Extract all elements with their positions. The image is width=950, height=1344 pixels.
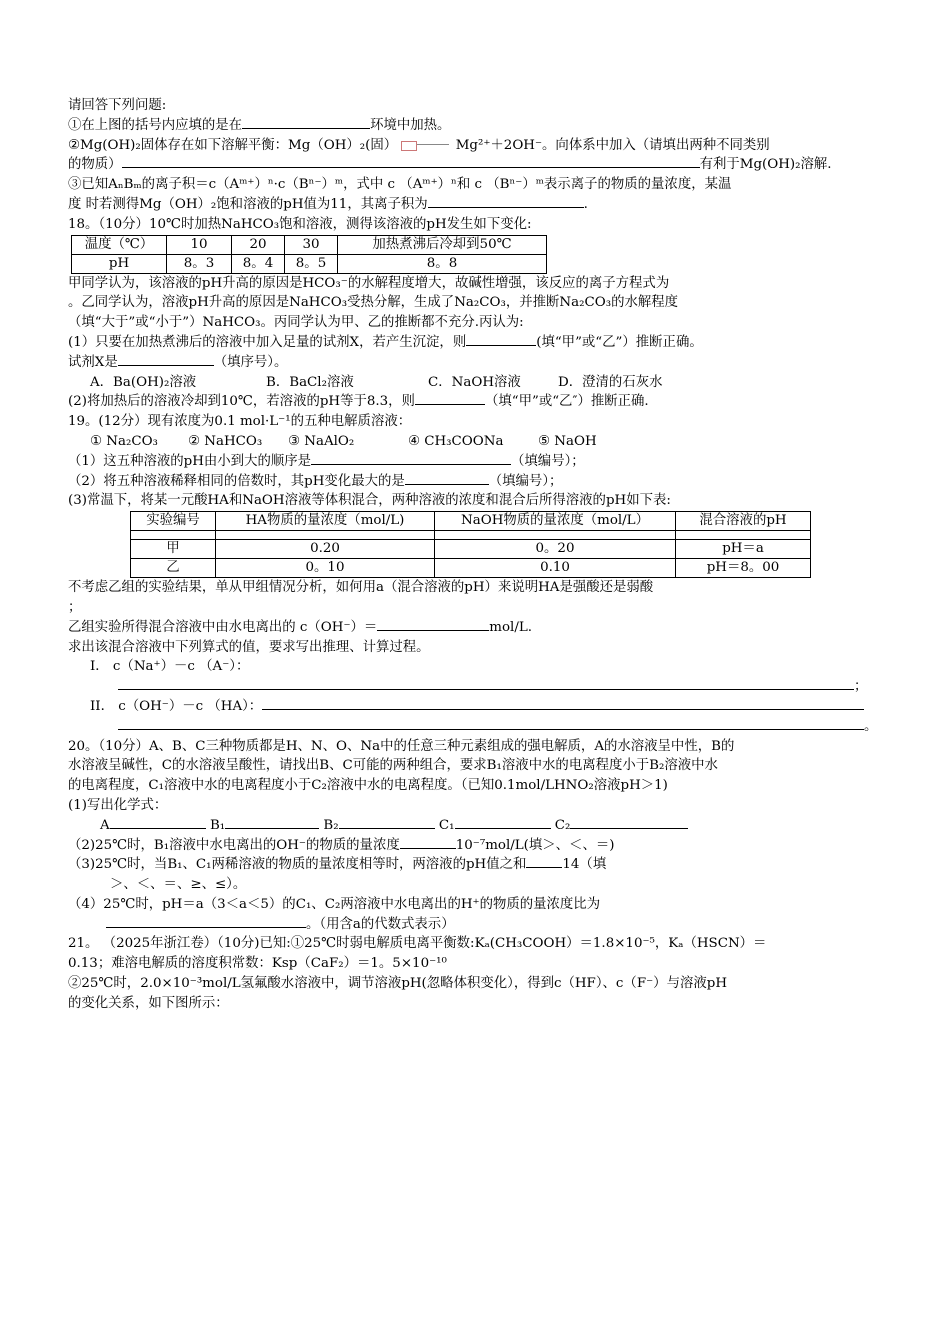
table-cell: 0.20: [216, 540, 435, 559]
table-header-cell: NaOH物质的量浓度（mol/L）: [435, 512, 676, 531]
question-line: 乙组实验所得混合溶液中由水电离出的 c（OH⁻）＝ mol/L.: [68, 619, 532, 635]
option-b[interactable]: B．BaCl₂溶液: [266, 374, 354, 390]
answer-blank[interactable]: [225, 816, 319, 829]
table-cell: 8。8: [338, 254, 547, 273]
options-line: [68, 373, 882, 393]
answer-blank[interactable]: [377, 618, 489, 631]
solution-item: ④ CH₃COONa: [408, 433, 504, 449]
table-cell: pH＝a: [676, 540, 811, 559]
solutions-line: [68, 432, 882, 452]
table-header-cell: 温度（℃）: [72, 235, 167, 254]
text-line: 水溶液呈碱性，C的水溶液呈酸性，请找出B、C可能的两种组合，要求B₁溶液中水的电离程度小于B₂溶液中水: [68, 758, 718, 774]
text-line: ；: [68, 599, 82, 615]
table-header-cell: 30: [285, 235, 338, 254]
text-line: 的电离程度，C₁溶液中水的电离程度小于C₂溶液中水的电离程度。（已知0.1mol/LHNO₂溶液pH＞1): [68, 778, 668, 794]
text-line: (3)常温下，将某一元酸HA和NaOH溶液等体积混合，两种溶液的浓度和混合后所得溶液的pH如下表:: [68, 493, 671, 509]
solution-item: ③ NaAlO₂: [288, 433, 355, 449]
question-heading: 20。（10分）A、B、C三种物质都是H、N、O、Na中的任意三种元素组成的强电解质，A的水溶液呈中性，B的: [68, 738, 735, 754]
text-line: （填“大于”或“小于”）NaHCO₃。丙同学认为甲、乙的推断都不充分.丙认为:: [68, 315, 524, 331]
text-line: 0.13；难溶电解质的溶度积常数：Ksp（CaF₂）＝1。5×10⁻¹⁰: [68, 956, 447, 972]
text-line: ②25℃时，2.0×10⁻³mol/L氢氟酸水溶液中，调节溶液pH(忽略体积变化），得到c（HF）、c（F⁻）与溶液pH: [68, 976, 727, 992]
question-line: （1）这五种溶液的pH由小到大的顺序是 （填编号）；: [68, 453, 585, 469]
option-a[interactable]: A．Ba(OH)₂溶液: [90, 374, 197, 390]
table-cell: pH＝8。00: [676, 559, 811, 578]
question-line: ①在上图的括号内应填的是在 环境中加热。: [68, 117, 451, 133]
question-heading: 19。(12分）现有浓度为0.1 mol·L⁻¹的五种电解质溶液：: [68, 414, 412, 430]
solution-item: ⑤ NaOH: [538, 433, 597, 449]
text-line: (1)写出化学式：: [68, 797, 168, 813]
answer-line: 。: [68, 717, 882, 737]
question-line: 度 时若测得Mg（OH）₂饱和溶液的pH值为11，其离子积为 .: [68, 196, 588, 212]
question-line: （2）将五种溶液稀释相同的倍数时，其pH变化最大的是 （填编号）；: [68, 473, 563, 489]
solution-item: ① Na₂CO₃: [90, 433, 158, 449]
table-header-cell: 实验编号: [131, 512, 216, 531]
answer-blank[interactable]: [242, 116, 370, 129]
text-line: 求出该混合溶液中下列算式的值，要求写出推理、计算过程。: [68, 639, 430, 655]
table-spacer-cell: [131, 531, 216, 540]
question-line: (2)将加热后的溶液冷却到10℃，若溶液的pH等于8.3，则 （填“甲”或“乙″）推断正确.: [68, 394, 649, 410]
equilibrium-arrow-icon: [401, 140, 451, 150]
answer-blank[interactable]: [118, 677, 854, 690]
question-line: （3)25℃时，当B₁、C₁两稀溶液的物质的量浓度相等时，两溶液的pH值之和 14（填: [68, 857, 607, 873]
question-line: ②Mg(OH)₂固体存在如下溶解平衡：Mg（OH）₂(固） Mg²⁺＋2OH⁻。向体系中加入（请填出两种不同类别: [68, 137, 770, 153]
question-line: 的物质） 有利于Mg(OH)₂溶解.: [68, 157, 832, 173]
answer-blank[interactable]: [570, 816, 688, 829]
answer-blank[interactable]: [118, 353, 214, 366]
table-spacer-cell: [676, 531, 811, 540]
text-line: ＞、＜、＝、≥、≤）。: [110, 877, 247, 893]
answer-blank[interactable]: [405, 472, 489, 485]
question-line: 。（用含a的代数式表示）: [68, 915, 882, 935]
answer-blank[interactable]: [311, 452, 511, 465]
question-line: （2)25℃时，B₁溶液中水电离出的OH⁻的物质的量浓度 10⁻⁷mol/L(填＞、＜、＝): [68, 837, 615, 853]
document-page: [68, 96, 882, 1014]
text-line: 。乙同学认为，溶液pH升高的原因是NaHCO₃受热分解，生成了Na₂CO₃，并推断Na₂CO₃的水解程度: [68, 295, 679, 311]
question-line: (1）只要在加热煮沸后的溶液中加入足量的试剂X，若产生沉淀，则 (填“甲”或“乙”）推断正确。: [68, 334, 703, 350]
table-header-cell: HA物质的量浓度（mol/L): [216, 512, 435, 531]
text-line: 甲同学认为，该溶液的pH升高的原因是HCO₃⁻的水解程度增大，故碱性增强，该反应的离子方程式为: [68, 275, 670, 291]
answer-blank[interactable]: [262, 697, 864, 710]
subquestion-line: II． c（OH⁻）－c （HA）：: [68, 697, 882, 717]
table-spacer-cell: [216, 531, 435, 540]
answer-blank[interactable]: [118, 717, 864, 730]
table-cell: 8。3: [167, 254, 232, 273]
text-line: （4）25℃时，pH＝a（3＜a＜5）的C₁、C₂两溶液中水电离出的H⁺的物质的量浓度比为: [68, 896, 601, 912]
answer-blank[interactable]: [455, 816, 551, 829]
table-cell: 0。10: [216, 559, 435, 578]
table-cell: 甲: [131, 540, 216, 559]
table-header-cell: 混合溶液的pH: [676, 512, 811, 531]
text-line: 的变化关系，如下图所示：: [68, 995, 229, 1011]
table-header-cell: 10: [167, 235, 232, 254]
table-cell: pH: [72, 254, 167, 273]
table-cell: 0.10: [435, 559, 676, 578]
text-line: ③已知AₙBₘ的离子积＝c（Aᵐ⁺）ⁿ·c（Bⁿ⁻）ᵐ，式中 c （Aᵐ⁺）ⁿ和 c （Bⁿ⁻）ᵐ表示离子的物质的量浓度，某温: [68, 177, 732, 193]
answer-blank[interactable]: [339, 816, 435, 829]
table-header-cell: 加热煮沸后冷却到50℃: [338, 235, 547, 254]
answer-blank[interactable]: [415, 392, 485, 405]
table-cell: 0。20: [435, 540, 676, 559]
option-d[interactable]: D．澄清的石灰水: [558, 374, 663, 390]
table-cell: 8。4: [232, 254, 285, 273]
answer-blank[interactable]: [466, 333, 536, 346]
ha-naoh-table: [130, 511, 811, 578]
text-line: 请回答下列问题:: [68, 98, 167, 113]
answer-blank[interactable]: [110, 816, 206, 829]
answer-blank[interactable]: [106, 915, 306, 928]
table-cell: 乙: [131, 559, 216, 578]
answer-blank[interactable]: [122, 155, 700, 168]
question-heading: 18。（10分）10℃时加热NaHCO₃饱和溶液，测得该溶液的pH发生如下变化:: [68, 216, 532, 232]
table-header-cell: 20: [232, 235, 285, 254]
option-c[interactable]: C．NaOH溶液: [428, 374, 521, 390]
ph-temperature-table: [71, 235, 547, 274]
formula-blanks-line: A B₁ B₂ C₁ C₂: [68, 816, 882, 836]
answer-blank[interactable]: [400, 836, 456, 849]
answer-blank[interactable]: [428, 195, 584, 208]
table-cell: 8。5: [285, 254, 338, 273]
subquestion-line: I． c（Na⁺）－c （A⁻）：: [90, 659, 250, 675]
text-line: 不考虑乙组的实验结果，单从甲组情况分析，如何用a（混合溶液的pH）来说明HA是强酸还是弱酸: [68, 580, 654, 596]
question-heading: 21。 （2025年浙江卷）（10分)已知:①25℃时弱电解质电离平衡数:Kₐ(CH₃COOH）＝1.8×10⁻⁵，Kₐ（HSCN）＝: [68, 936, 767, 952]
answer-blank[interactable]: [526, 855, 562, 868]
table-spacer-cell: [435, 531, 676, 540]
solution-item: ② NaHCO₃: [188, 433, 263, 449]
question-line: 试剂X是 （填序号）。: [68, 354, 288, 370]
answer-line: ；: [68, 677, 882, 697]
